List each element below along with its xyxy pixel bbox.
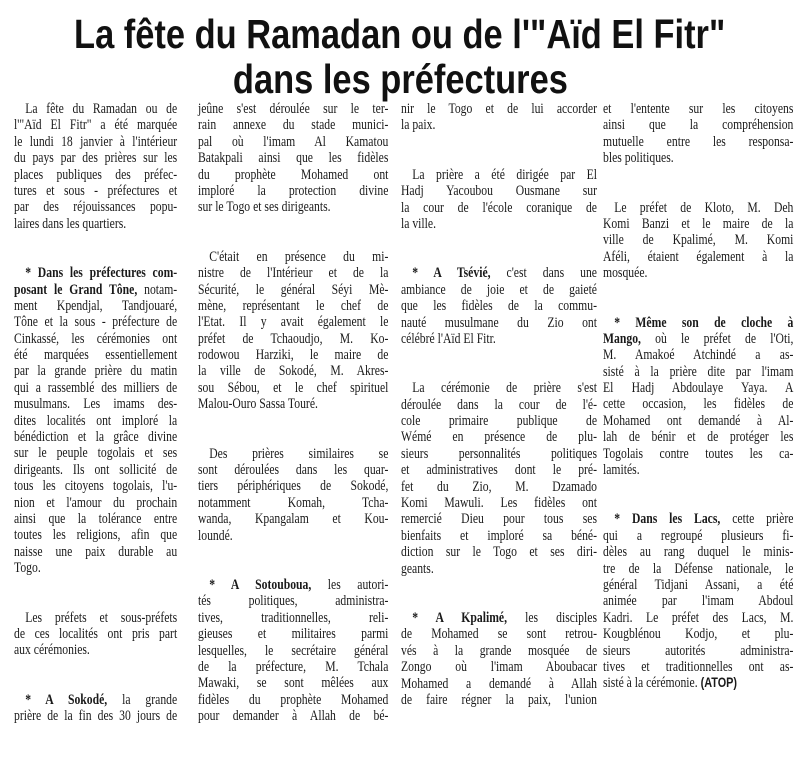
text-line: ainsi que la compréhension xyxy=(603,117,794,134)
line-text: où le préfet de l'Oti, xyxy=(640,330,794,347)
paragraph xyxy=(14,265,177,576)
paragraph xyxy=(401,167,597,233)
paragraph xyxy=(14,692,177,725)
headline-text-2: dans les préfectures xyxy=(232,56,568,102)
text-line: mutuelle entre les responsa- xyxy=(603,133,794,150)
text-line: Zongo où l'imam Aboubacar xyxy=(401,659,597,676)
paragraph-lead: * A Kpalimé, xyxy=(412,609,508,626)
paragraph xyxy=(401,101,597,134)
paragraph-lead: * A Tsévié, xyxy=(412,265,491,282)
article-column-4 xyxy=(603,101,793,725)
agency-credit: (ATOP) xyxy=(700,675,738,691)
paragraph xyxy=(401,380,597,577)
text-line: que les fidèles de la commu- xyxy=(401,298,597,315)
text-line: Le préfet de Kloto, M. Deh xyxy=(614,199,794,216)
text-line: général Tidjani Assani, a été xyxy=(603,576,794,593)
text-line: bénédiction et la grâce divine xyxy=(14,429,178,446)
text-line: tives, traditionnelles, reli- xyxy=(198,609,389,626)
text-line: Kougblénou Kodjo, et plu- xyxy=(603,626,794,643)
text-line: M. Amakoé Atchindé a as- xyxy=(603,347,794,364)
text-line: Tône et la sous - préfecture de xyxy=(14,314,178,331)
text-line: Sécurité, le général Séyi Mè- xyxy=(198,281,389,298)
text-line: tous les citoyens togolais, l'u- xyxy=(14,478,178,495)
text-line xyxy=(603,511,793,527)
line-text: c'est dans une xyxy=(490,265,597,282)
text-line: bienfaits et imploré sa béné- xyxy=(401,527,597,544)
text-line: sisté à la prière dite par l'imam xyxy=(603,363,794,380)
text-line: naisse une paix durable au xyxy=(14,543,178,560)
text-line: de la préfecture, M. Tchala xyxy=(198,658,389,675)
text-line: nistre de l'Intérieur et de la xyxy=(198,265,389,282)
text-line: sou Sébou, et le chef spirituel xyxy=(198,379,389,396)
paragraph xyxy=(401,265,597,347)
text-line: ville de Kpalimé, M. Komi xyxy=(603,232,794,249)
text-line: rodowou Harziki, le maire de xyxy=(198,347,389,364)
headline-line-2 xyxy=(0,57,800,101)
paragraph xyxy=(198,249,388,413)
text-line: lah de bénir et de protéger les xyxy=(603,429,794,446)
text-line: de Mohamed se sont retrou- xyxy=(401,626,597,643)
text-line: ment Kpendjal, Tandjouaré, xyxy=(14,297,178,314)
text-line: qui a rassemblé des milliers de xyxy=(14,379,178,396)
text-line: imploré la protection divine xyxy=(198,182,389,199)
paragraph-lead: Mango, xyxy=(603,330,641,347)
text-line: gieuses et militaires parmi xyxy=(198,626,389,643)
text-line xyxy=(401,610,597,626)
text-line: notamment Komah, Tcha- xyxy=(198,494,389,511)
headline-line-1 xyxy=(0,12,800,56)
text-line: Komi Banzi et le maire de la xyxy=(603,215,794,232)
paragraph xyxy=(401,610,597,708)
text-line: loundé. xyxy=(198,527,233,544)
paragraph xyxy=(198,577,388,725)
text-line: dirigeants. Ils ont sollicité de xyxy=(14,461,178,478)
line-text: les disciples xyxy=(507,609,597,626)
text-line: Cinkassé, les cérémonies ont xyxy=(14,330,178,347)
text-line: places publiques des préfec- xyxy=(14,166,178,183)
text-line: Togolais contre toutes les ca- xyxy=(603,445,794,462)
text-line: préfet de Tchaoudjo, M. Ko- xyxy=(198,330,389,347)
text-line: sont déroulées dans les quar- xyxy=(198,462,389,479)
text-line: tés politiques, administra- xyxy=(198,593,389,610)
text-line: sieurs autorités administra- xyxy=(603,642,794,659)
article-column-2 xyxy=(198,101,388,758)
text-line: lesquelles, le secrétaire général xyxy=(198,642,389,659)
line-text: les autori- xyxy=(311,576,389,593)
text-line: cette occasion, les fidèles de xyxy=(603,396,794,413)
text-line: Malou-Ouro Sassa Touré. xyxy=(198,396,318,413)
text-line: dites localités ont imploré la xyxy=(14,412,178,429)
text-line: Batakpali ainsi que les fidèles xyxy=(198,150,389,167)
line-text: notam- xyxy=(137,281,178,298)
text-line: bles politiques. xyxy=(603,150,674,167)
text-line: du prophète Mohamed ont xyxy=(198,166,389,183)
text-line: Les préfets et sous-préfets xyxy=(25,609,178,626)
paragraph xyxy=(14,101,177,232)
text-line: cole primaire publique de xyxy=(401,413,597,430)
text-line: fet du Zio, M. Dzamado xyxy=(401,478,597,495)
text-line: et administratives dont le pré- xyxy=(401,462,597,479)
text-line xyxy=(603,315,793,331)
text-line: par des réjouissances popu- xyxy=(14,199,178,216)
line-text: cette prière xyxy=(720,511,794,528)
text-line: La fête du Ramadan ou de xyxy=(25,101,178,117)
text-line: Wémé en présence de plu- xyxy=(401,429,597,446)
text-line: El Hadj Abdoulaye Yaya. A xyxy=(603,380,794,397)
text-line: sur le Togo et ses dirigeants. xyxy=(198,199,331,216)
text-line: dèles au rang duquel le minis- xyxy=(603,544,794,561)
text-line: déroulée dans la cour de l'é- xyxy=(401,396,597,413)
text-line: tiers périphériques de Sokodé, xyxy=(198,478,389,495)
text-line: geants. xyxy=(401,560,434,577)
text-line: Togo. xyxy=(14,560,41,577)
text-line: diction sur le Togo et ses diri- xyxy=(401,544,597,561)
text-line: nir le Togo et de lui accorder xyxy=(401,101,597,117)
text-line: aux cérémonies. xyxy=(14,642,90,659)
text-line: mosquée. xyxy=(603,265,648,282)
headline-text-1: La fête du Ramadan ou de l'"Aïd El Fitr" xyxy=(74,11,726,57)
text-line: la ville de Sokodé, M. Akres- xyxy=(198,363,389,380)
paragraph xyxy=(198,446,388,544)
text-line: Aféli, étaient également à la xyxy=(603,248,794,265)
text-line: animée par l'imam Abdoul xyxy=(603,593,794,610)
paragraph xyxy=(198,101,388,216)
text-line: prière de la fin des 30 jours de xyxy=(14,708,178,725)
text-line xyxy=(14,692,177,708)
line-text: sisté à la cérémonie. xyxy=(603,675,701,692)
text-line: Mawaki, se sont mêlées aux xyxy=(198,675,389,692)
paragraph xyxy=(603,200,793,282)
text-line: La prière a été dirigée par El xyxy=(412,166,597,183)
text-line: tre de la Défense nationale, le xyxy=(603,560,794,577)
text-line: nion et l'amour du prochain xyxy=(14,494,178,511)
text-line: mène, représentant le chef de xyxy=(198,297,389,314)
text-line: le lundi 18 janvier à l'intérieur xyxy=(14,133,178,150)
text-line: sur le peuple togolais et ses xyxy=(14,445,178,462)
text-line: l'Etat. Il y avait également le xyxy=(198,314,389,331)
text-line: rain annexe du stade munici- xyxy=(198,117,389,134)
text-line: wanda, Kpangalam et Kou- xyxy=(198,511,389,528)
text-line: La cérémonie de prière s'est xyxy=(412,380,597,397)
text-line: musulmans. Les imams des- xyxy=(14,396,178,413)
text-line: de faire régner la paix, l'union xyxy=(401,691,597,708)
text-line: Des prières similaires se xyxy=(209,445,389,462)
text-line: ambiance de joie et de gaieté xyxy=(401,281,597,298)
paragraph-lead: * A Sotouboua, xyxy=(209,576,312,593)
text-line: fidèles du prophète Mohamed xyxy=(198,691,389,708)
text-line: pour demander à Allah de bé- xyxy=(198,708,389,725)
paragraph-lead: * Dans les Lacs, xyxy=(614,511,721,528)
text-line: jeûne s'est déroulée sur le ter- xyxy=(198,101,389,117)
text-line: toutes les religions, afin que xyxy=(14,527,178,544)
text-line: la cour de l'école coranique de xyxy=(401,199,597,216)
text-line xyxy=(14,265,177,281)
text-line: Komi Mawuli. Les fidèles ont xyxy=(401,495,597,512)
text-line: pal où l'imam Al Kamatou xyxy=(198,133,389,150)
paragraph-lead: posant le Grand Tône, xyxy=(14,281,138,298)
text-line: la paix. xyxy=(401,117,436,134)
text-line: Kadri. Le préfet des Lacs, M. xyxy=(603,609,794,626)
paragraph xyxy=(603,511,793,691)
text-line: Mohamed a demandé à Allah xyxy=(401,675,597,692)
text-line: laires dans les quartiers. xyxy=(14,215,127,232)
text-line: été marquées essentiellement xyxy=(14,347,178,364)
text-line: tures et sous - préfectures et xyxy=(14,182,178,199)
text-line: lamités. xyxy=(603,462,640,479)
text-line: vés à la grande mosquée de xyxy=(401,642,597,659)
article-column-1 xyxy=(14,101,177,758)
text-line xyxy=(603,331,793,347)
text-line: célébré l'Aïd El Fitr. xyxy=(401,330,496,347)
paragraph xyxy=(14,610,177,659)
text-line: Hadj Yacoubou Ousmane sur xyxy=(401,183,597,200)
text-line: remercié Dieu pour tous ses xyxy=(401,511,597,528)
paragraph-lead: * Même son de cloche à xyxy=(614,314,794,331)
text-line: et l'entente sur les citoyens xyxy=(603,101,794,117)
text-line: de ces localités ont pris part xyxy=(14,625,178,642)
paragraph xyxy=(603,315,793,479)
text-line: du pays par des prières sur les xyxy=(14,150,178,167)
text-line: la ville. xyxy=(401,215,437,232)
text-line: par la grande prière du matin xyxy=(14,363,178,380)
article-column-3 xyxy=(401,101,597,741)
text-line: C'était en présence du mi- xyxy=(209,248,389,265)
text-line: ainsi que la tolérance entre xyxy=(14,510,178,527)
text-line xyxy=(401,265,597,281)
text-line: Mohamed ont demandé à Al- xyxy=(603,412,794,429)
text-line: qui a regroupé plusieurs fi- xyxy=(603,527,794,544)
text-line: sieurs personnalités politiques xyxy=(401,445,597,462)
text-line: tives et traditionnelles ont as- xyxy=(603,658,794,675)
text-line xyxy=(14,282,177,298)
paragraph-lead: * A Sokodé, xyxy=(25,691,108,708)
line-text: la grande xyxy=(107,691,178,708)
paragraph xyxy=(603,101,793,167)
text-line: nauté musulmane du Zio ont xyxy=(401,314,597,331)
text-line: l'"Aïd El Fitr" a été marquée xyxy=(14,117,178,134)
paragraph-lead: * Dans les préfectures com- xyxy=(25,265,178,282)
text-line xyxy=(198,577,388,593)
